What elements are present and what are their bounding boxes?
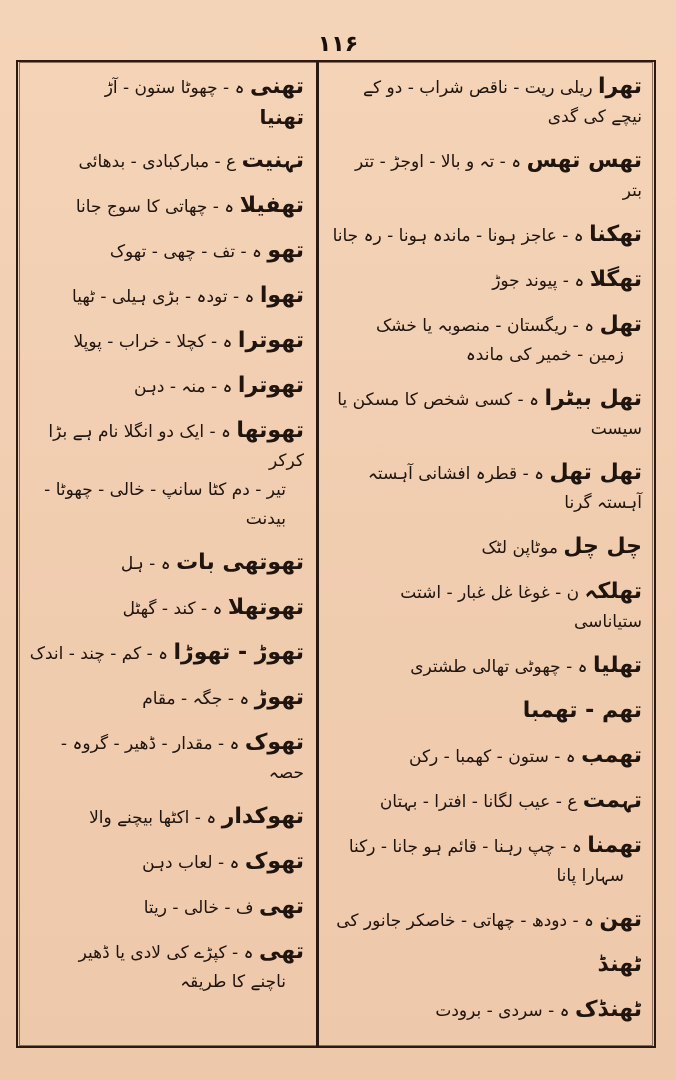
entry-gloss: ہ - چھوٹا ستون - آڑ bbox=[104, 78, 245, 98]
entry-gloss: موٹاپن لٹک bbox=[481, 538, 558, 558]
entry-headword: تھم - تھمبا bbox=[522, 698, 642, 723]
entry-gloss: ہ - ہل bbox=[120, 554, 171, 574]
entry-gloss: ہ - کچلا - خراب - پوپلا bbox=[73, 332, 233, 352]
dictionary-entry bbox=[332, 310, 642, 370]
entry-headword: چل چل bbox=[563, 534, 642, 559]
entry-headword: تھوکدار bbox=[221, 804, 304, 829]
entry-headword: تھوڑ - تھوڑا bbox=[173, 640, 304, 665]
entry-headword: تھلیا bbox=[592, 653, 642, 678]
right-column bbox=[322, 72, 650, 1040]
entry-headword: تھمنا bbox=[587, 833, 642, 858]
entry-headword: تھی bbox=[258, 894, 304, 919]
dictionary-entry bbox=[28, 728, 304, 788]
entry-gloss: ہ - ریگستان - منصوبہ یا خشک bbox=[375, 316, 595, 336]
entry-gloss: ہ - قطرہ افشانی آہستہ آہستہ گرنا bbox=[367, 464, 642, 513]
entry-gloss: ہ - تف - چھی - تھوک bbox=[109, 242, 263, 262]
entry-headword: تھوک bbox=[244, 849, 304, 874]
dictionary-entry bbox=[28, 593, 304, 624]
entry-gloss: ہ - عاجز ہونا - ماندہ ہونا - رہ جانا bbox=[332, 226, 584, 246]
entry-gloss: ہ - چپ رہنا - قائم ہو جانا - رکنا bbox=[348, 837, 582, 857]
entry-headword: تھفیلا bbox=[239, 193, 304, 218]
entry-gloss: ہ - کم - چند - اندک bbox=[29, 644, 169, 664]
entry-gloss: ہ - تودہ - بڑی ہیلی - ٹھیا bbox=[72, 287, 255, 307]
dictionary-entry bbox=[332, 950, 642, 981]
entry-headword: تہمت bbox=[582, 788, 642, 813]
dictionary-entry bbox=[332, 72, 642, 132]
entry-headword: تھوتھلا bbox=[227, 595, 304, 620]
column-divider bbox=[316, 62, 319, 1046]
dictionary-entry bbox=[332, 741, 642, 772]
entry-headword: تہنیت bbox=[241, 148, 304, 173]
entry-gloss: ہ - اکٹھا بیچنے والا bbox=[89, 808, 217, 828]
entry-gloss: ہ - کند - گھٹل bbox=[122, 599, 223, 619]
dictionary-entry bbox=[332, 458, 642, 518]
entry-headword: تھل bbox=[599, 312, 642, 337]
dictionary-entry bbox=[28, 191, 304, 222]
dictionary-entry bbox=[332, 577, 642, 637]
entry-headword: ٹھنڈ bbox=[597, 952, 642, 977]
entry-headword: ٹھنڈک bbox=[575, 997, 642, 1022]
entry-continuation: زمین - خمیر کی ماندہ bbox=[465, 345, 624, 365]
entry-gloss: ہ - چھوٹی تھالی طشتری bbox=[410, 657, 588, 677]
entry-gloss: ہ - لعاب دہن bbox=[142, 853, 240, 873]
dictionary-entry bbox=[28, 281, 304, 312]
dictionary-entry bbox=[28, 683, 304, 714]
entry-headword: تھلکہ bbox=[584, 579, 642, 604]
entry-headword: تھوتھی بات bbox=[176, 550, 304, 575]
entry-headword: تھوڑ bbox=[254, 685, 304, 710]
dictionary-entry bbox=[28, 146, 304, 177]
entry-headword: تھمب bbox=[581, 743, 642, 768]
entry-continuation: تیر - دم کٹا سانپ - خالی - چھوٹا - بیدنت bbox=[44, 480, 286, 529]
entry-headword: تھگلا bbox=[589, 267, 642, 292]
dictionary-entry bbox=[332, 651, 642, 682]
entry-gloss: ہ - چھاتی کا سوج جانا bbox=[75, 197, 235, 217]
dictionary-entry bbox=[332, 265, 642, 296]
entry-gloss: ہ - پیوند جوڑ bbox=[492, 271, 585, 291]
entry-headword: تھنی bbox=[249, 74, 304, 99]
entry-continuation: سہارا پانا bbox=[556, 866, 624, 886]
dictionary-entry bbox=[28, 638, 304, 669]
entry-headword: تھو bbox=[267, 238, 304, 263]
entry-headword: تھی bbox=[258, 939, 304, 964]
entry-headword: تھکنا bbox=[589, 222, 642, 247]
dictionary-entry bbox=[332, 995, 642, 1026]
entry-headword: تھوا bbox=[259, 283, 304, 308]
entry-gloss: ف - خالی - ریتا bbox=[143, 898, 254, 918]
dictionary-entry bbox=[332, 532, 642, 563]
page-number: ۱۱۶ bbox=[317, 32, 359, 57]
dictionary-entry bbox=[28, 802, 304, 833]
entry-headword: تھن bbox=[599, 907, 642, 932]
entry-headword: تھوترا bbox=[237, 373, 304, 398]
entry-gloss: ریلی ریت - ناقص شراب - دو کے نیچے کی گدی bbox=[363, 78, 642, 127]
entry-headword: تھوک bbox=[244, 730, 304, 755]
entry-gloss: ہ - ایک دو انگلا نام ہے بڑا کرکر bbox=[48, 422, 304, 471]
dictionary-entry bbox=[28, 416, 304, 534]
dictionary-entry bbox=[332, 384, 642, 444]
entry-gloss: ن - غوغا غل غبار - اشتت ستیاناسی bbox=[400, 583, 642, 632]
entry-headword: تھل بیٹرا bbox=[544, 386, 642, 411]
entry-headword: تھرا bbox=[597, 74, 642, 99]
entry-gloss: ہ - منہ - دہن bbox=[134, 377, 233, 397]
dictionary-entry bbox=[28, 937, 304, 997]
entry-gloss: ہ - کسی شخص کا مسکن یا سیست bbox=[337, 390, 642, 439]
dictionary-entry bbox=[28, 371, 304, 402]
entry-continuation: ناچنے کا طریقہ bbox=[180, 972, 286, 992]
entry-gloss: ع - عیب لگانا - افترا - بہتان bbox=[379, 792, 578, 812]
entry-headword: تھس تھس bbox=[526, 148, 642, 173]
dictionary-entry bbox=[332, 146, 642, 206]
dictionary-entry bbox=[28, 326, 304, 357]
entry-gloss: ہ - کپڑے کی لادی یا ڈھیر bbox=[78, 943, 254, 963]
entry-gloss: ہ - ستون - کھمبا - رکن bbox=[409, 747, 576, 767]
entry-gloss: ہ - دودھ - چھاتی - خاصکر جانور کی bbox=[336, 911, 594, 931]
dictionary-entry bbox=[28, 847, 304, 878]
entry-headword: تھل تھل bbox=[549, 460, 642, 485]
dictionary-entry bbox=[28, 892, 304, 923]
dictionary-entry bbox=[28, 236, 304, 267]
dictionary-entry bbox=[332, 696, 642, 727]
left-column bbox=[22, 72, 312, 1040]
entry-sub-headword: تھنیا bbox=[259, 105, 304, 129]
entry-gloss: ع - مبارکبادی - بدھائی bbox=[78, 152, 237, 172]
dictionary-entry bbox=[332, 905, 642, 936]
entry-gloss: ہ - جگہ - مقام bbox=[142, 689, 250, 709]
dictionary-entry bbox=[28, 72, 304, 132]
entry-headword: تھوترا bbox=[237, 328, 304, 353]
entry-headword: تھوتھا bbox=[236, 418, 304, 443]
entry-gloss: ہ - سردی - برودت bbox=[435, 1001, 570, 1021]
entry-gloss: ہ - مقدار - ڈھیر - گروہ - حصہ bbox=[60, 734, 304, 783]
dictionary-entry bbox=[332, 786, 642, 817]
entry-gloss: ہ - تہ و بالا - اوجڑ - تتر بتر bbox=[354, 152, 642, 201]
dictionary-entry bbox=[28, 548, 304, 579]
dictionary-entry bbox=[332, 831, 642, 891]
dictionary-entry bbox=[332, 220, 642, 251]
